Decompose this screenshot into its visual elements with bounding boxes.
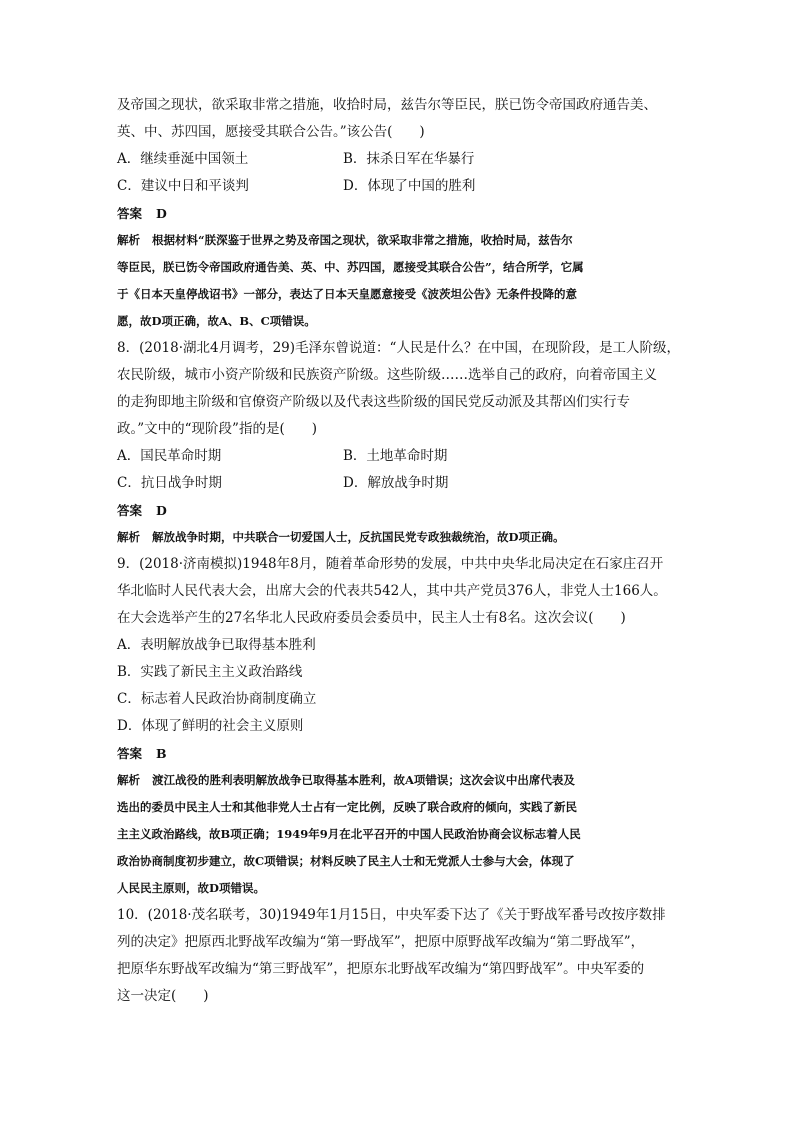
answer-value: B bbox=[156, 746, 167, 761]
answer-line bbox=[117, 740, 677, 767]
answer-line bbox=[117, 200, 677, 227]
options-row bbox=[117, 173, 677, 200]
question-line: 及帝国之现状，欲采取非常之措施，收拾时局，兹告尔等臣民，朕已饬令帝国政府通告美、 bbox=[117, 97, 657, 113]
option-c: C．建议中日和平谈判 bbox=[117, 178, 249, 194]
question-line: 英、中、苏四国，愿接受其联合公告。”该公告( ) bbox=[117, 124, 425, 140]
question-line: 9．(2018·济南模拟)1948年8月，随着革命形势的发展，中共中央华北局决定在石家庄召开 bbox=[117, 556, 664, 572]
option-a: A．表明解放战争已取得基本胜利 bbox=[117, 637, 316, 653]
explanation bbox=[117, 767, 677, 902]
question-7-tail bbox=[117, 92, 677, 335]
option-b: B．抹杀日军在华暴行 bbox=[343, 151, 475, 167]
option-b: B．土地革命时期 bbox=[343, 448, 448, 464]
explanation-line: 解放战争时期，中共联合一切爱国人士，反抗国民党专政独裁统治，故D项正确。 bbox=[152, 530, 565, 544]
explanation-line: 人民民主原则，故D项错误。 bbox=[117, 881, 265, 895]
question-line: 8．(2018·湖北4月调考，29)毛泽东曾说道：“人民是什么？在中国，在现阶段，是工人阶级， bbox=[117, 340, 680, 356]
explanation-line: 政治协商制度初步建立，故C项错误；材料反映了民主人士和无党派人士参与大会，体现了 bbox=[117, 854, 575, 868]
options-row bbox=[117, 146, 677, 173]
option-d: D．体现了鲜明的社会主义原则 bbox=[117, 718, 304, 734]
option-d: D．解放战争时期 bbox=[343, 475, 449, 491]
answer-line bbox=[117, 497, 677, 524]
explanation-line: 渡江战役的胜利表明解放战争已取得基本胜利，故A项错误；这次会议中出席代表及 bbox=[152, 773, 575, 787]
question-line: 华北临时人民代表大会，出席大会的代表共542人，其中共产党员376人，非党人士166人。 bbox=[117, 583, 667, 599]
question-line: 列的决定》把原西北野战军改编为“第一野战军”，把原中原野战军改编为“第二野战军”， bbox=[117, 934, 645, 950]
document-content bbox=[117, 92, 680, 1010]
question-line: 政。”文中的“现阶段”指的是( ) bbox=[117, 421, 317, 437]
option-a: A．国民革命时期 bbox=[117, 448, 222, 464]
question-line: 农民阶级，城市小资产阶级和民族资产阶级。这些阶级……选举自己的政府，向着帝国主义 bbox=[117, 367, 657, 383]
answer-label: 答案 bbox=[117, 206, 143, 221]
question-line: 把原华东野战军改编为“第三野战军”，把原东北野战军改编为“第四野战军”。中央军委的 bbox=[117, 961, 645, 977]
question-line: 10．(2018·茂名联考，30)1949年1月15日，中央军委下达了《关于野战军番号改按序数排 bbox=[117, 907, 666, 923]
explanation-label: 解析 bbox=[117, 233, 140, 247]
question-line: 的走狗即地主阶级和官僚资产阶级以及代表这些阶级的国民党反动派及其帮凶们实行专 bbox=[117, 394, 630, 410]
explanation-line: 选出的委员中民主人士和其他非党人士占有一定比例，反映了联合政府的倾向，实践了新民 bbox=[117, 800, 577, 814]
explanation-label: 解析 bbox=[117, 530, 140, 544]
question-line: 这一决定( ) bbox=[117, 988, 209, 1004]
answer-value: D bbox=[156, 503, 167, 518]
answer-label: 答案 bbox=[117, 503, 143, 518]
option-c: C．抗日战争时期 bbox=[117, 475, 222, 491]
option-a: A．继续垂涎中国领土 bbox=[117, 151, 249, 167]
option-b: B．实践了新民主主义政治路线 bbox=[117, 664, 303, 680]
answer-value: D bbox=[156, 206, 167, 221]
explanation-line: 愿，故D项正确，故A、B、C项错误。 bbox=[117, 314, 316, 328]
explanation-line: 等臣民，朕已饬令帝国政府通告美、英、中、苏四国，愿接受其联合公告”，结合所学，它属 bbox=[117, 260, 584, 274]
explanation-line: 于《日本天皇停战诏书》一部分，表达了日本天皇愿意接受《波茨坦公告》无条件投降的意 bbox=[117, 287, 577, 301]
options-row bbox=[117, 443, 677, 470]
question-8 bbox=[117, 335, 680, 551]
option-c: C．标志着人民政治协商制度确立 bbox=[117, 691, 317, 707]
explanation-label: 解析 bbox=[117, 773, 140, 787]
answer-label: 答案 bbox=[117, 746, 143, 761]
explanation bbox=[117, 227, 677, 335]
explanation-line: 主主义政治路线，故B项正确；1949年9月在北平召开的中国人民政治协商会议标志着人民 bbox=[117, 827, 581, 841]
option-d: D．体现了中国的胜利 bbox=[343, 178, 476, 194]
question-9 bbox=[117, 551, 677, 902]
explanation-line: 根据材料“朕深鉴于世界之势及帝国之现状，欲采取非常之措施，收拾时局，兹告尔 bbox=[152, 233, 573, 247]
question-10 bbox=[117, 902, 677, 1010]
explanation bbox=[117, 524, 677, 551]
question-line: 在大会选举产生的27名华北人民政府委员会委员中，民主人士有8名。这次会议( ) bbox=[117, 610, 626, 626]
options-row bbox=[117, 470, 677, 497]
